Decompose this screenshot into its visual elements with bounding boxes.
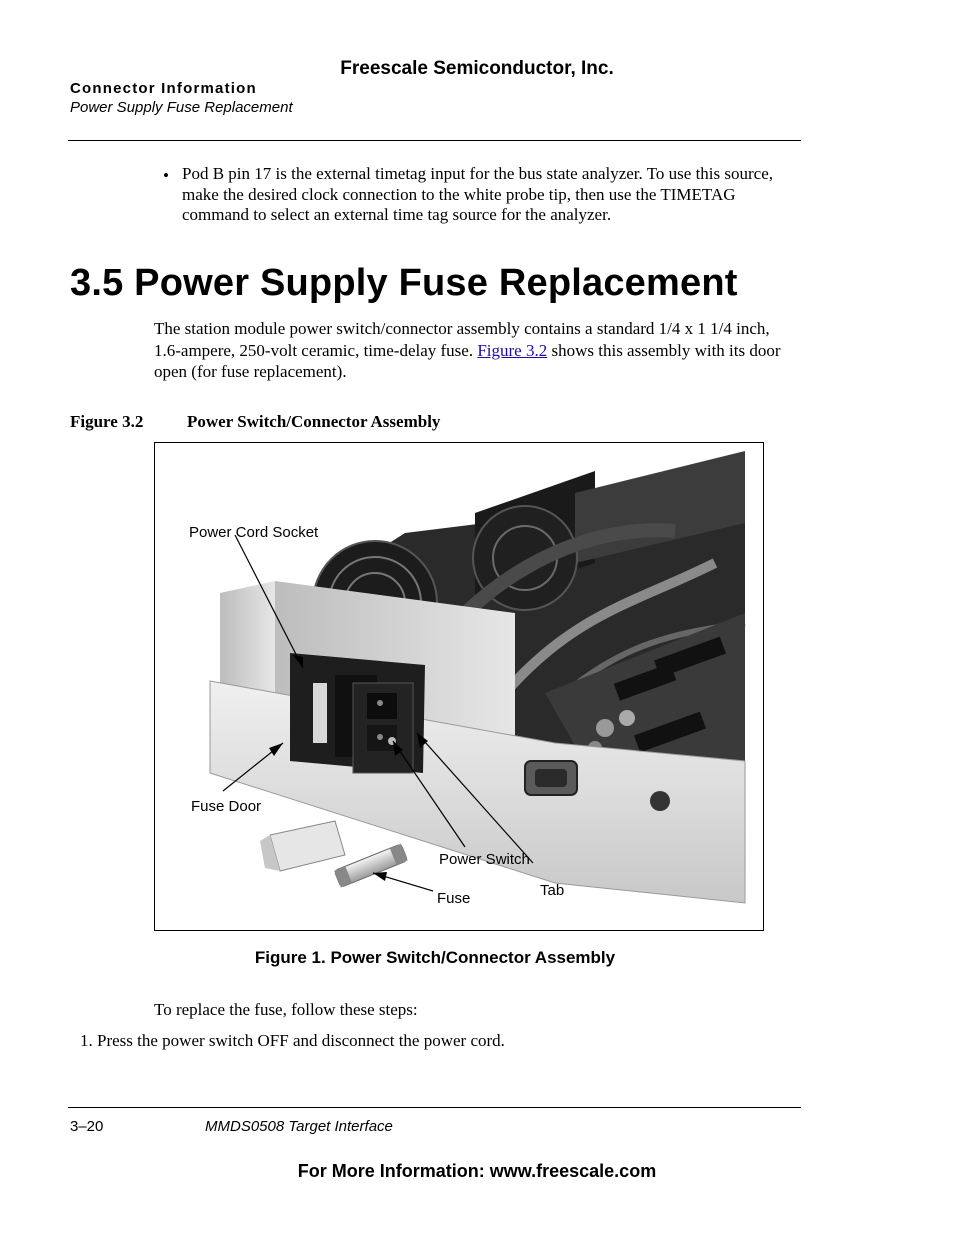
figure-title: Power Switch/Connector Assembly	[187, 412, 441, 431]
step-item: 1. Press the power switch OFF and disconnect the power cord.	[80, 1031, 505, 1050]
figure-link[interactable]: Figure 3.2	[477, 340, 548, 360]
assembly-photo	[155, 443, 764, 931]
footer-rule	[68, 1107, 801, 1108]
figure-label: Figure 3.2	[70, 412, 144, 431]
header-rule	[68, 140, 801, 141]
callout-power-switch: Power Switch	[439, 851, 530, 868]
callout-fuse-door: Fuse Door	[191, 798, 262, 815]
callout-power-cord-socket: Power Cord Socket	[189, 524, 319, 541]
figure-frame	[154, 442, 764, 931]
intro-paragraph	[154, 318, 794, 383]
steps-intro: To replace the fuse, follow these steps:	[154, 1000, 418, 1019]
bullet-symbol: •	[163, 166, 169, 185]
intro-text-start: The station module power switch/connector assembly contains a standard 1/4 x 1 1/4 inch, 1.6-ampere, 250-volt ceramic, time-delay fuse.	[154, 319, 770, 360]
more-info-footer: For More Information: www.freescale.com	[297, 1161, 657, 1181]
section-heading: 3.5 Power Supply Fuse Replacement	[70, 262, 738, 304]
subsection-label: Power Supply Fuse Replacement	[70, 99, 293, 116]
bullet-text: Pod B pin 17 is the external timetag input for the bus state analyzer. To use this source, make the desired clock connection to the white probe tip, then use the TIMETAG command to select an external time tag source for the analyzer.	[182, 164, 774, 224]
section-label: Connector Information	[70, 80, 257, 97]
intro-text-end: shows this assembly with its door open (for fuse replacement).	[154, 340, 781, 381]
figure-caption: Figure 1. Power Switch/Connector Assembly	[254, 948, 616, 967]
document-title: MMDS0508 Target Interface	[205, 1118, 393, 1135]
page-number: 3–20	[70, 1118, 104, 1135]
callout-fuse: Fuse	[437, 890, 471, 907]
company-banner: Freescale Semiconductor, Inc.	[340, 58, 614, 79]
callout-tab: Tab	[540, 882, 565, 899]
